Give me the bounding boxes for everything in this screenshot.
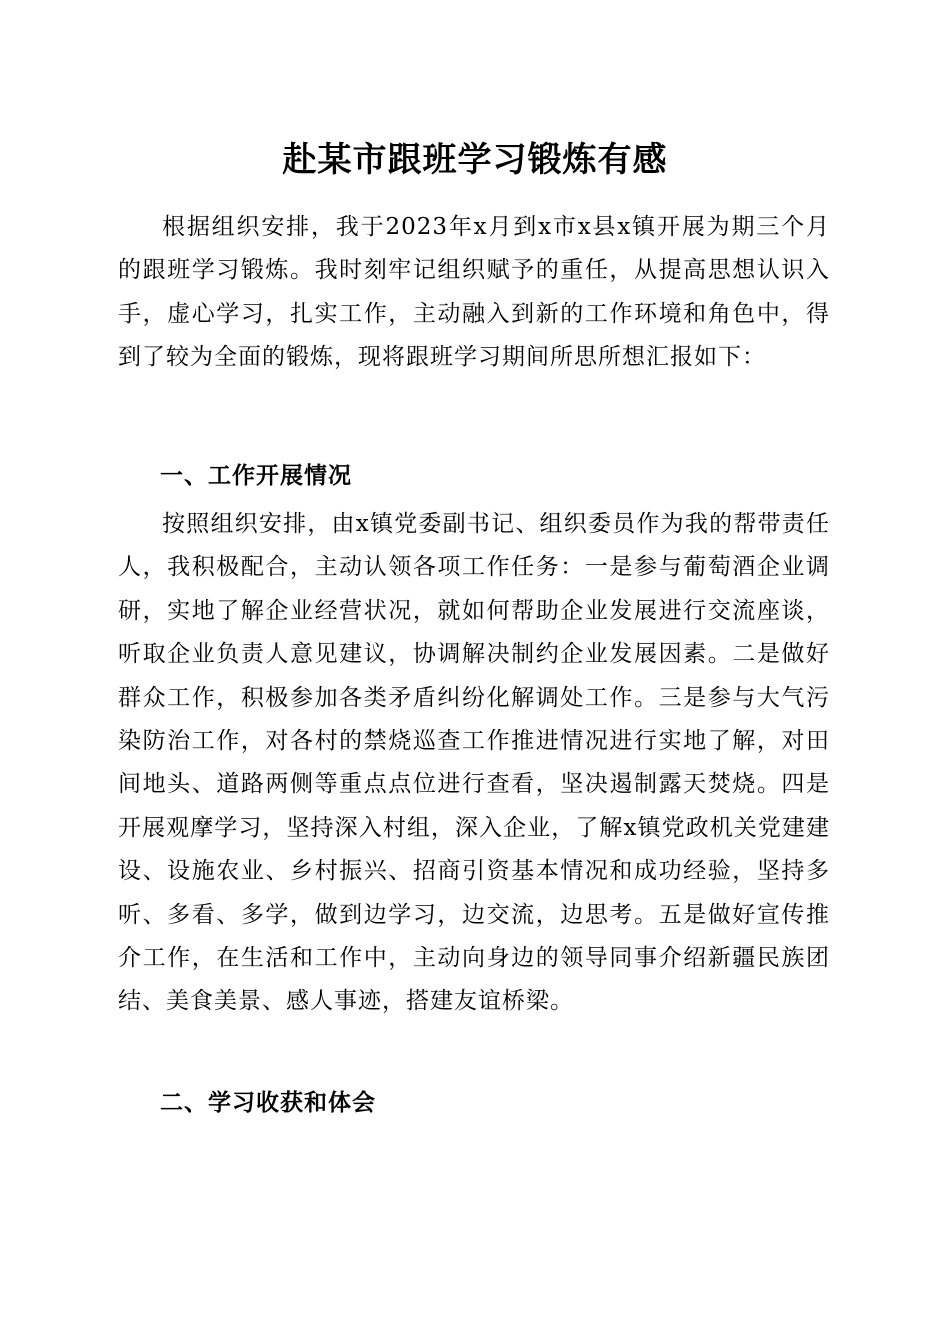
document-title: 赴某市跟班学习锻炼有感	[282, 140, 668, 180]
intro-paragraph: 根据组织安排，我于2023年x月到x市x县x镇开展为期三个月的跟班学习锻炼。我时刻牢记组织赋予的重任，从提高思想认识入手，虚心学习，扎实工作，主动融入到新的工作环境和角色中，得到了较为全面的锻炼，现将跟班学习期间所思所想汇报如下：	[118, 214, 830, 371]
section-heading-work-progress: 一、工作开展情况	[160, 463, 352, 489]
work-progress-paragraph: 按照组织安排，由x镇党委副书记、组织委员作为我的帮带责任人，我积极配合，主动认领各项工作任务：一是参与葡萄酒企业调研，实地了解企业经营状况，就如何帮助企业发展进行交流座谈，听取企业负责人意见建议，协调解决制约企业发展因素。二是做好群众工作，积极参加各类矛盾纠纷化解调处工作。三是参与大气污染防治工作，对各村的禁烧巡查工作推进情况进行实地了解，对田间地头、道路两侧等重点点位进行查看，坚决遏制露天焚烧。四是开展观摩学习，坚持深入村组，深入企业，了解x镇党政机关党建建设、设施农业、乡村振兴、招商引资基本情况和成功经验，坚持多听、多看、多学，做到边学习，边交流，边思考。五是做好宣传推介工作，在生活和工作中，主动向身边的领导同事介绍新疆民族团结、美食美景、感人事迹，搭建友谊桥梁。	[118, 511, 830, 1015]
section-heading-learning-gains: 二、学习收获和体会	[160, 1090, 376, 1116]
